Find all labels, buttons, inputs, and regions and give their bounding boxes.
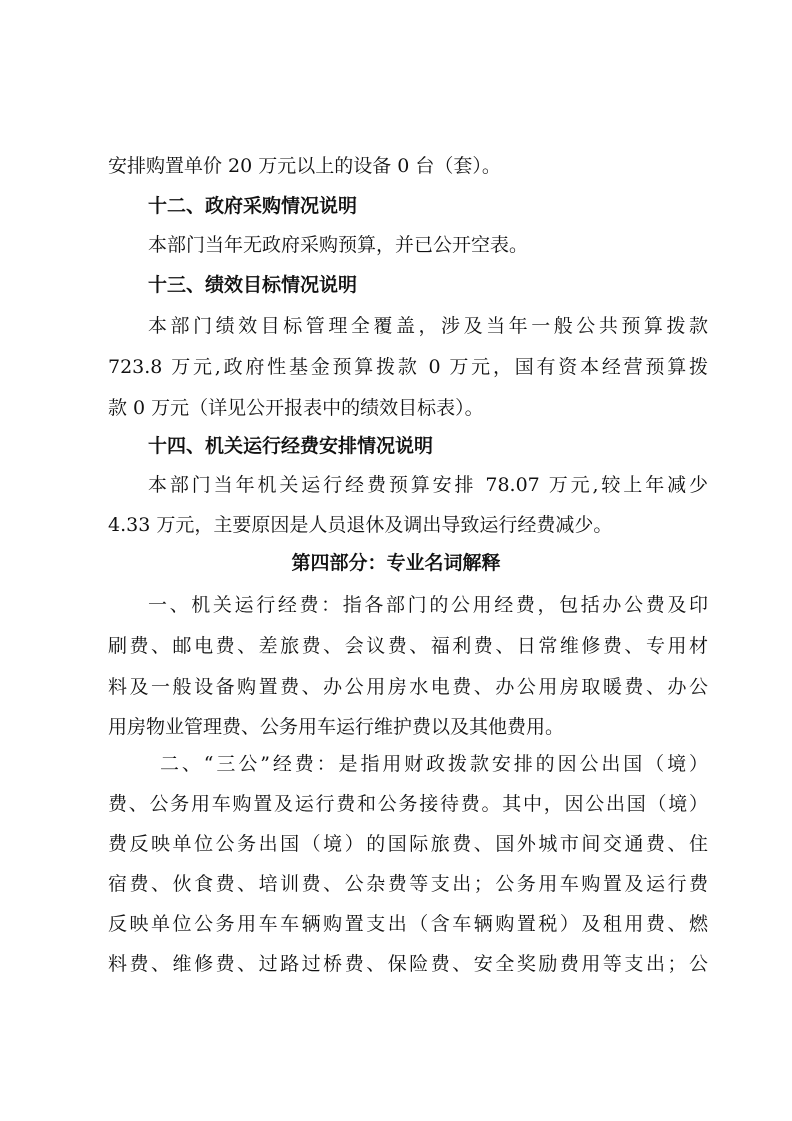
section-heading-12: 十二、政府采购情况说明 (148, 195, 358, 217)
text-line: 刷费、邮电费、差旅费、会议费、福利费、日常维修费、专用材 (108, 635, 708, 657)
text-line: 宿费、伙食费、培训费、公杂费等支出；公务用车购置及运行费 (108, 873, 708, 895)
text-line: 用房物业管理费、公务用车运行维护费以及其他费用。 (108, 716, 565, 738)
text-line: 安排购置单价 20 万元以上的设备 0 台（套）。 (108, 155, 501, 177)
text-line: 本部门当年机关运行经费预算安排 78.07 万元,较上年减少 (148, 474, 708, 496)
text-line: 料及一般设备购置费、办公用房水电费、办公用房取暖费、办公 (108, 676, 708, 698)
text-line: 一、机关运行经费：指各部门的公用经费，包括办公费及印 (148, 594, 708, 616)
text-line: 4.33 万元，主要原因是人员退休及调出导致运行经费减少。 (108, 514, 613, 536)
text-line: 费反映单位公务出国（境）的国际旅费、国外城市间交通费、住 (108, 833, 708, 855)
text-line: 本部门绩效目标管理全覆盖，涉及当年一般公共预算拨款 (148, 315, 708, 337)
text-line: 本部门当年无政府采购预算，并已公开空表。 (148, 234, 529, 256)
text-line: 723.8 万元,政府性基金预算拨款 0 万元，国有资本经营预算拨 (108, 356, 708, 378)
section-heading-13: 十三、绩效目标情况说明 (148, 274, 358, 296)
text-line: 反映单位公务用车车辆购置支出（含车辆购置税）及租用费、燃 (108, 913, 708, 935)
text-line: 款 0 万元（详见公开报表中的绩效目标表）。 (108, 397, 484, 419)
text-line: 二、“三公”经费：是指用财政拨款安排的因公出国（境） (160, 753, 708, 775)
text-line: 料费、维修费、过路过桥费、保险费、安全奖励费用等支出；公 (108, 953, 708, 975)
text-line: 费、公务用车购置及运行费和公务接待费。其中，因公出国（境） (108, 793, 708, 815)
section-heading-14: 十四、机关运行经费安排情况说明 (148, 435, 434, 457)
part-title: 第四部分：专业名词解释 (291, 552, 501, 574)
